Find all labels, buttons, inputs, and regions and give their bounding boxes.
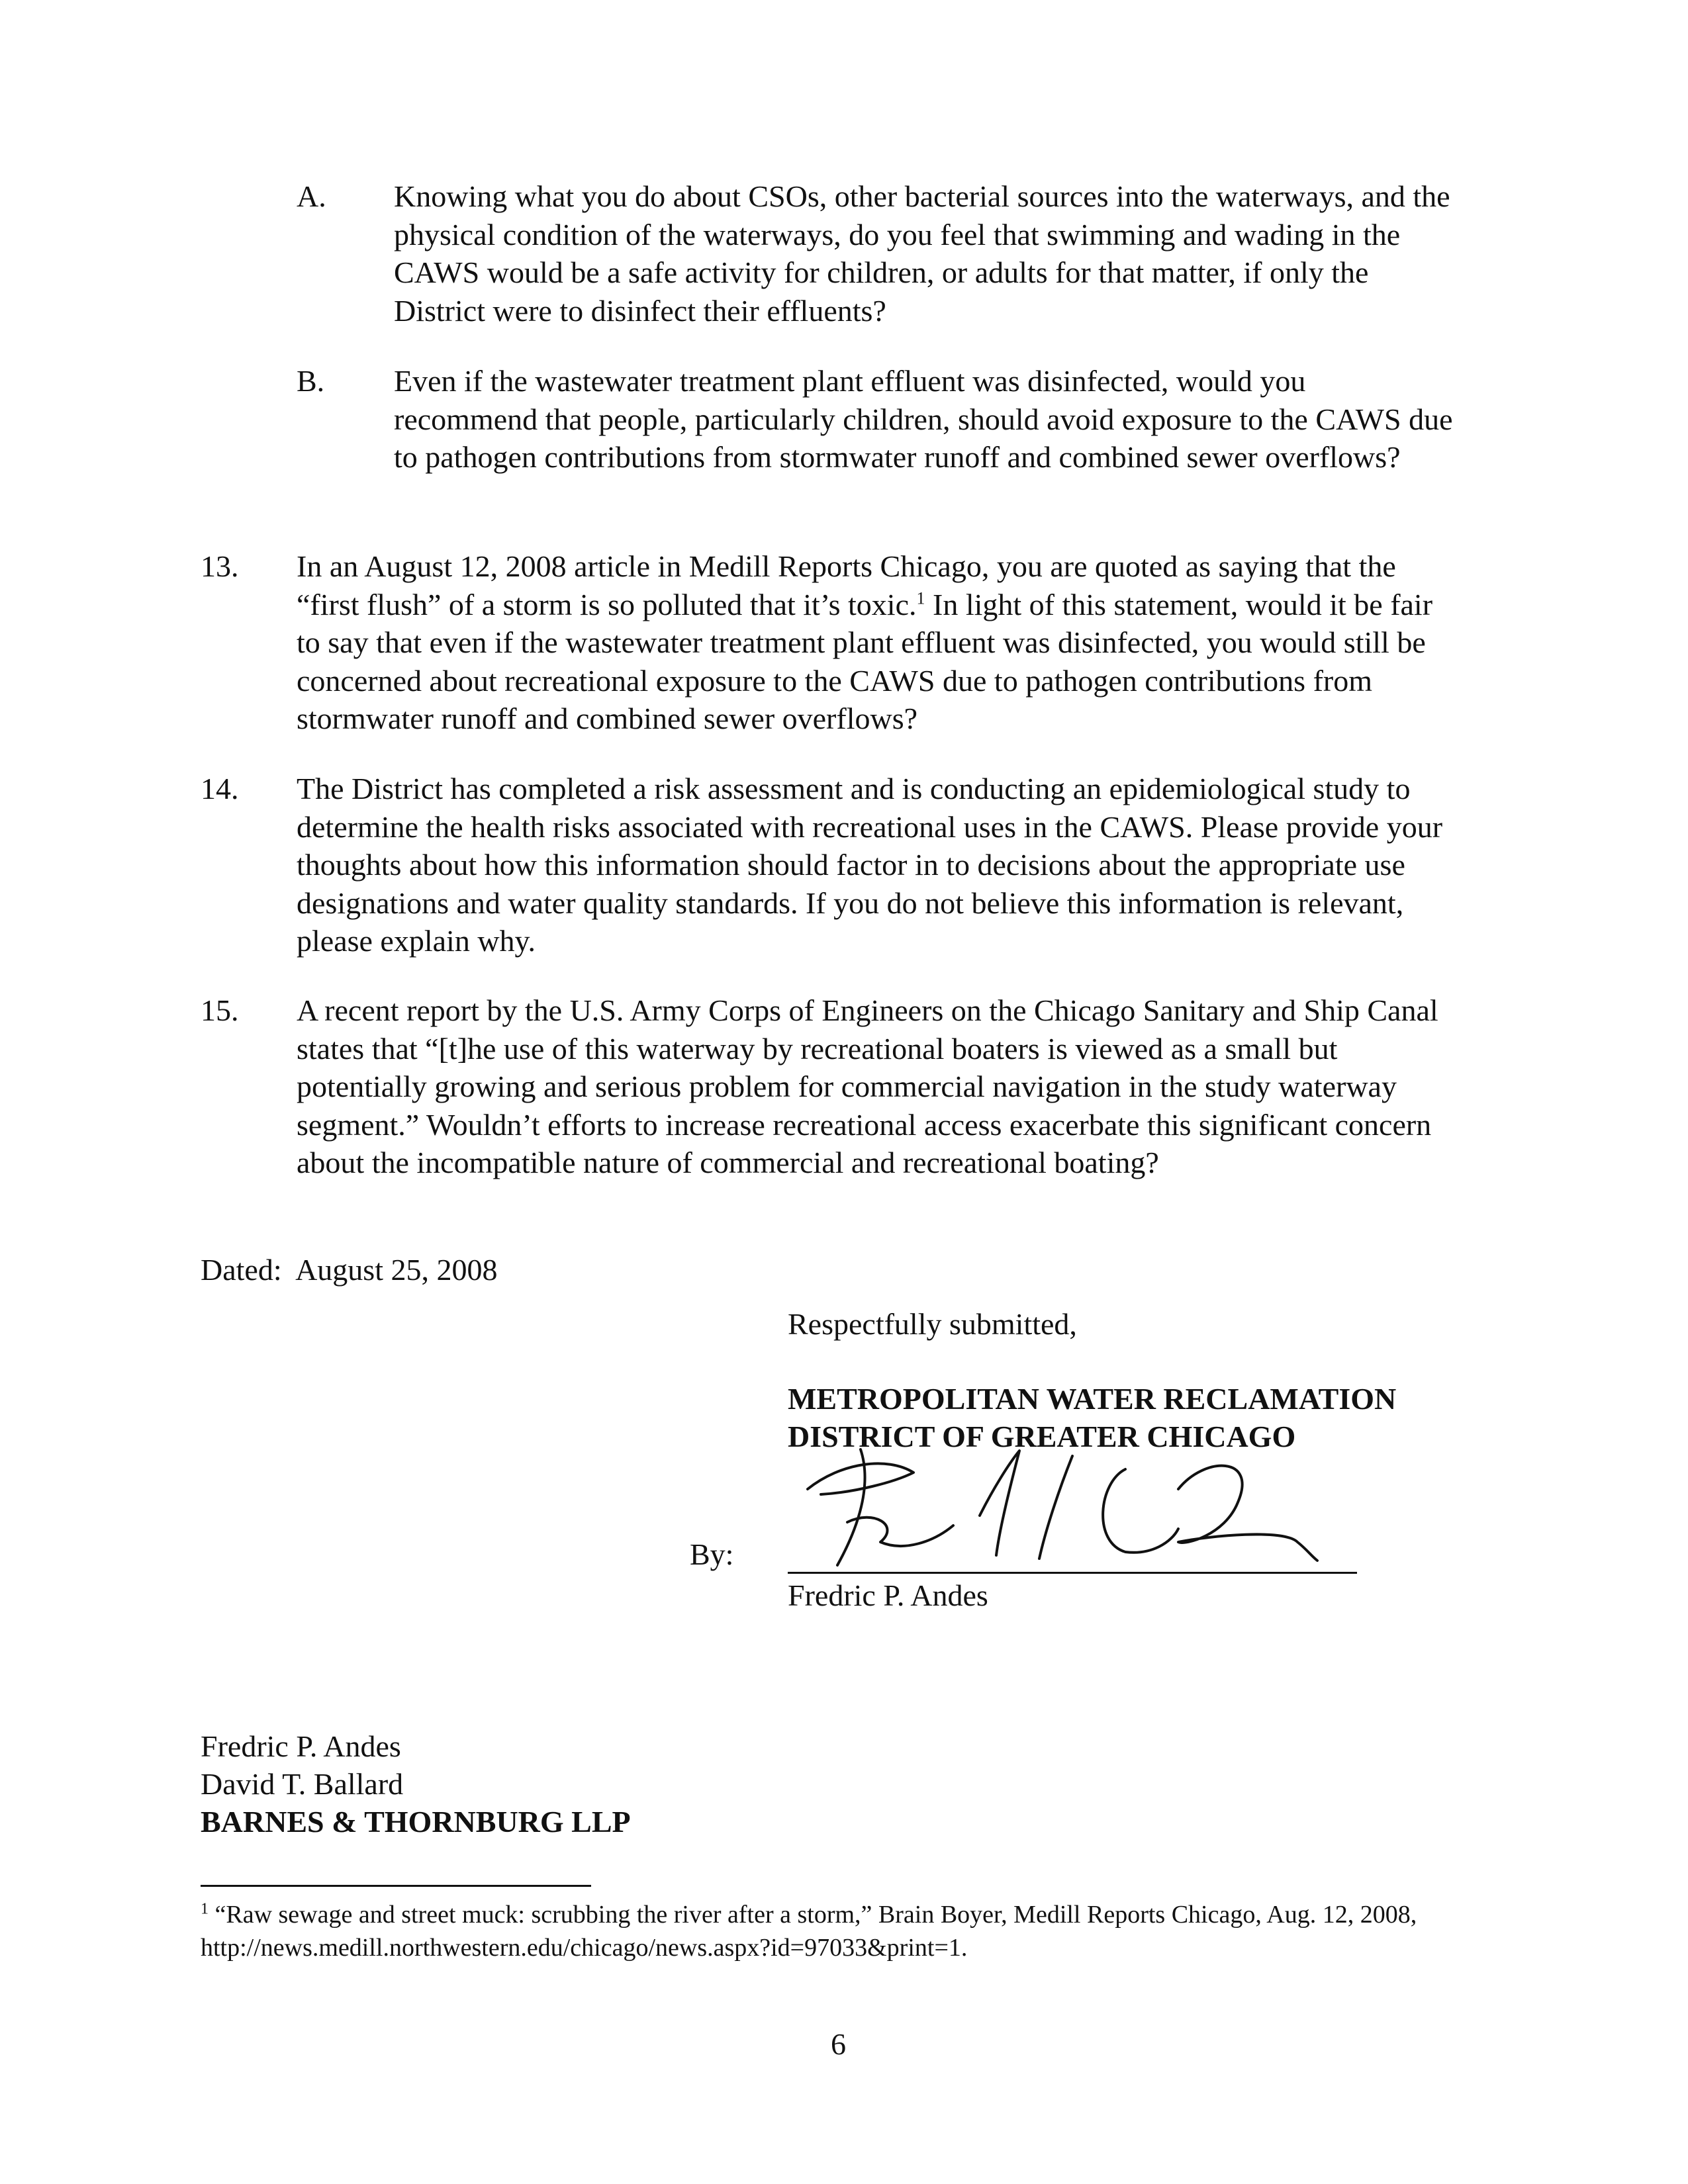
closing-text: Respectfully submitted, <box>788 1307 1077 1341</box>
signer-name: Fredric P. Andes <box>788 1578 988 1612</box>
footnote <box>201 1898 1458 1964</box>
question-13-label: 13. <box>201 549 239 583</box>
dated-line: Dated: August 25, 2008 <box>201 1253 498 1287</box>
handwritten-signature <box>781 1410 1331 1582</box>
question-15-label: 15. <box>201 993 239 1027</box>
item-b-text: Even if the wastewater treatment plant effluent was disinfected, would you recommend that people, particularly children, should avoid exposure to the CAWS due to pathogen contributions from stormwater runoff and combined sewer overflows? <box>394 364 1453 474</box>
footnote-number: 1 <box>201 1900 209 1918</box>
signature-line <box>788 1572 1357 1574</box>
page-number: 6 <box>831 2027 846 2061</box>
item-a-text: Knowing what you do about CSOs, other bacterial sources into the waterways, and the physical condition of the waterways, do you feel that swimming and wading in the CAWS would be a safe activity for children, or adults for that matter, if only the District were to disinfect their effluents? <box>394 179 1450 328</box>
question-14-label: 14. <box>201 772 239 805</box>
org-name-line-2: DISTRICT OF GREATER CHICAGO <box>788 1420 1296 1453</box>
question-15-text: A recent report by the U.S. Army Corps of Engineers on the Chicago Sanitary and Ship Canal states that “[t]he use of this waterway by recreational boaters is viewed as a small but potentially growing and serious problem for commercial navigation in the study waterway segment.” Wouldn’t efforts to increase recreational access exacerbate this significant concern about the incompatible nature of commercial and recreational boating? <box>297 993 1438 1179</box>
counsel-name-1: Fredric P. Andes <box>201 1729 401 1763</box>
law-firm-name: BARNES & THORNBURG LLP <box>201 1805 631 1839</box>
by-label: By: <box>690 1537 734 1571</box>
footnote-text: “Raw sewage and street muck: scrubbing the river after a storm,” Brain Boyer, Medill Reports Chicago, Aug. 12, 2008, http://news.medill.northwestern.edu/chicago/news.aspx?id=97033&print=1. <box>201 1901 1417 1962</box>
footnote-reference: 1 <box>916 588 925 608</box>
item-b-label: B. <box>297 364 325 398</box>
question-14-text: The District has completed a risk assessment and is conducting an epidemiological study to determine the health risks associated with recreational uses in the CAWS. Please provide your thoughts about how this information should factor in to decisions about the appropriate use designations and water quality standards. If you do not believe this information is relevant, please explain why. <box>297 772 1443 958</box>
item-a-label: A. <box>297 179 326 213</box>
counsel-name-2: David T. Ballard <box>201 1767 404 1801</box>
question-13-text: In an August 12, 2008 article in Medill Reports Chicago, you are quoted as saying that the “first flush” of a storm is so polluted that it’s toxic.$^1$ In light of this statement, would it be fair to say that even if the wastewater treatment plant effluent was disinfected, you would still be concerned about recreational exposure to the CAWS due to pathogen contributions from stormwater runoff and combined sewer overflows? <box>297 549 1433 735</box>
org-name-line-1: METROPOLITAN WATER RECLAMATION <box>788 1382 1397 1416</box>
footnote-separator <box>201 1885 591 1887</box>
